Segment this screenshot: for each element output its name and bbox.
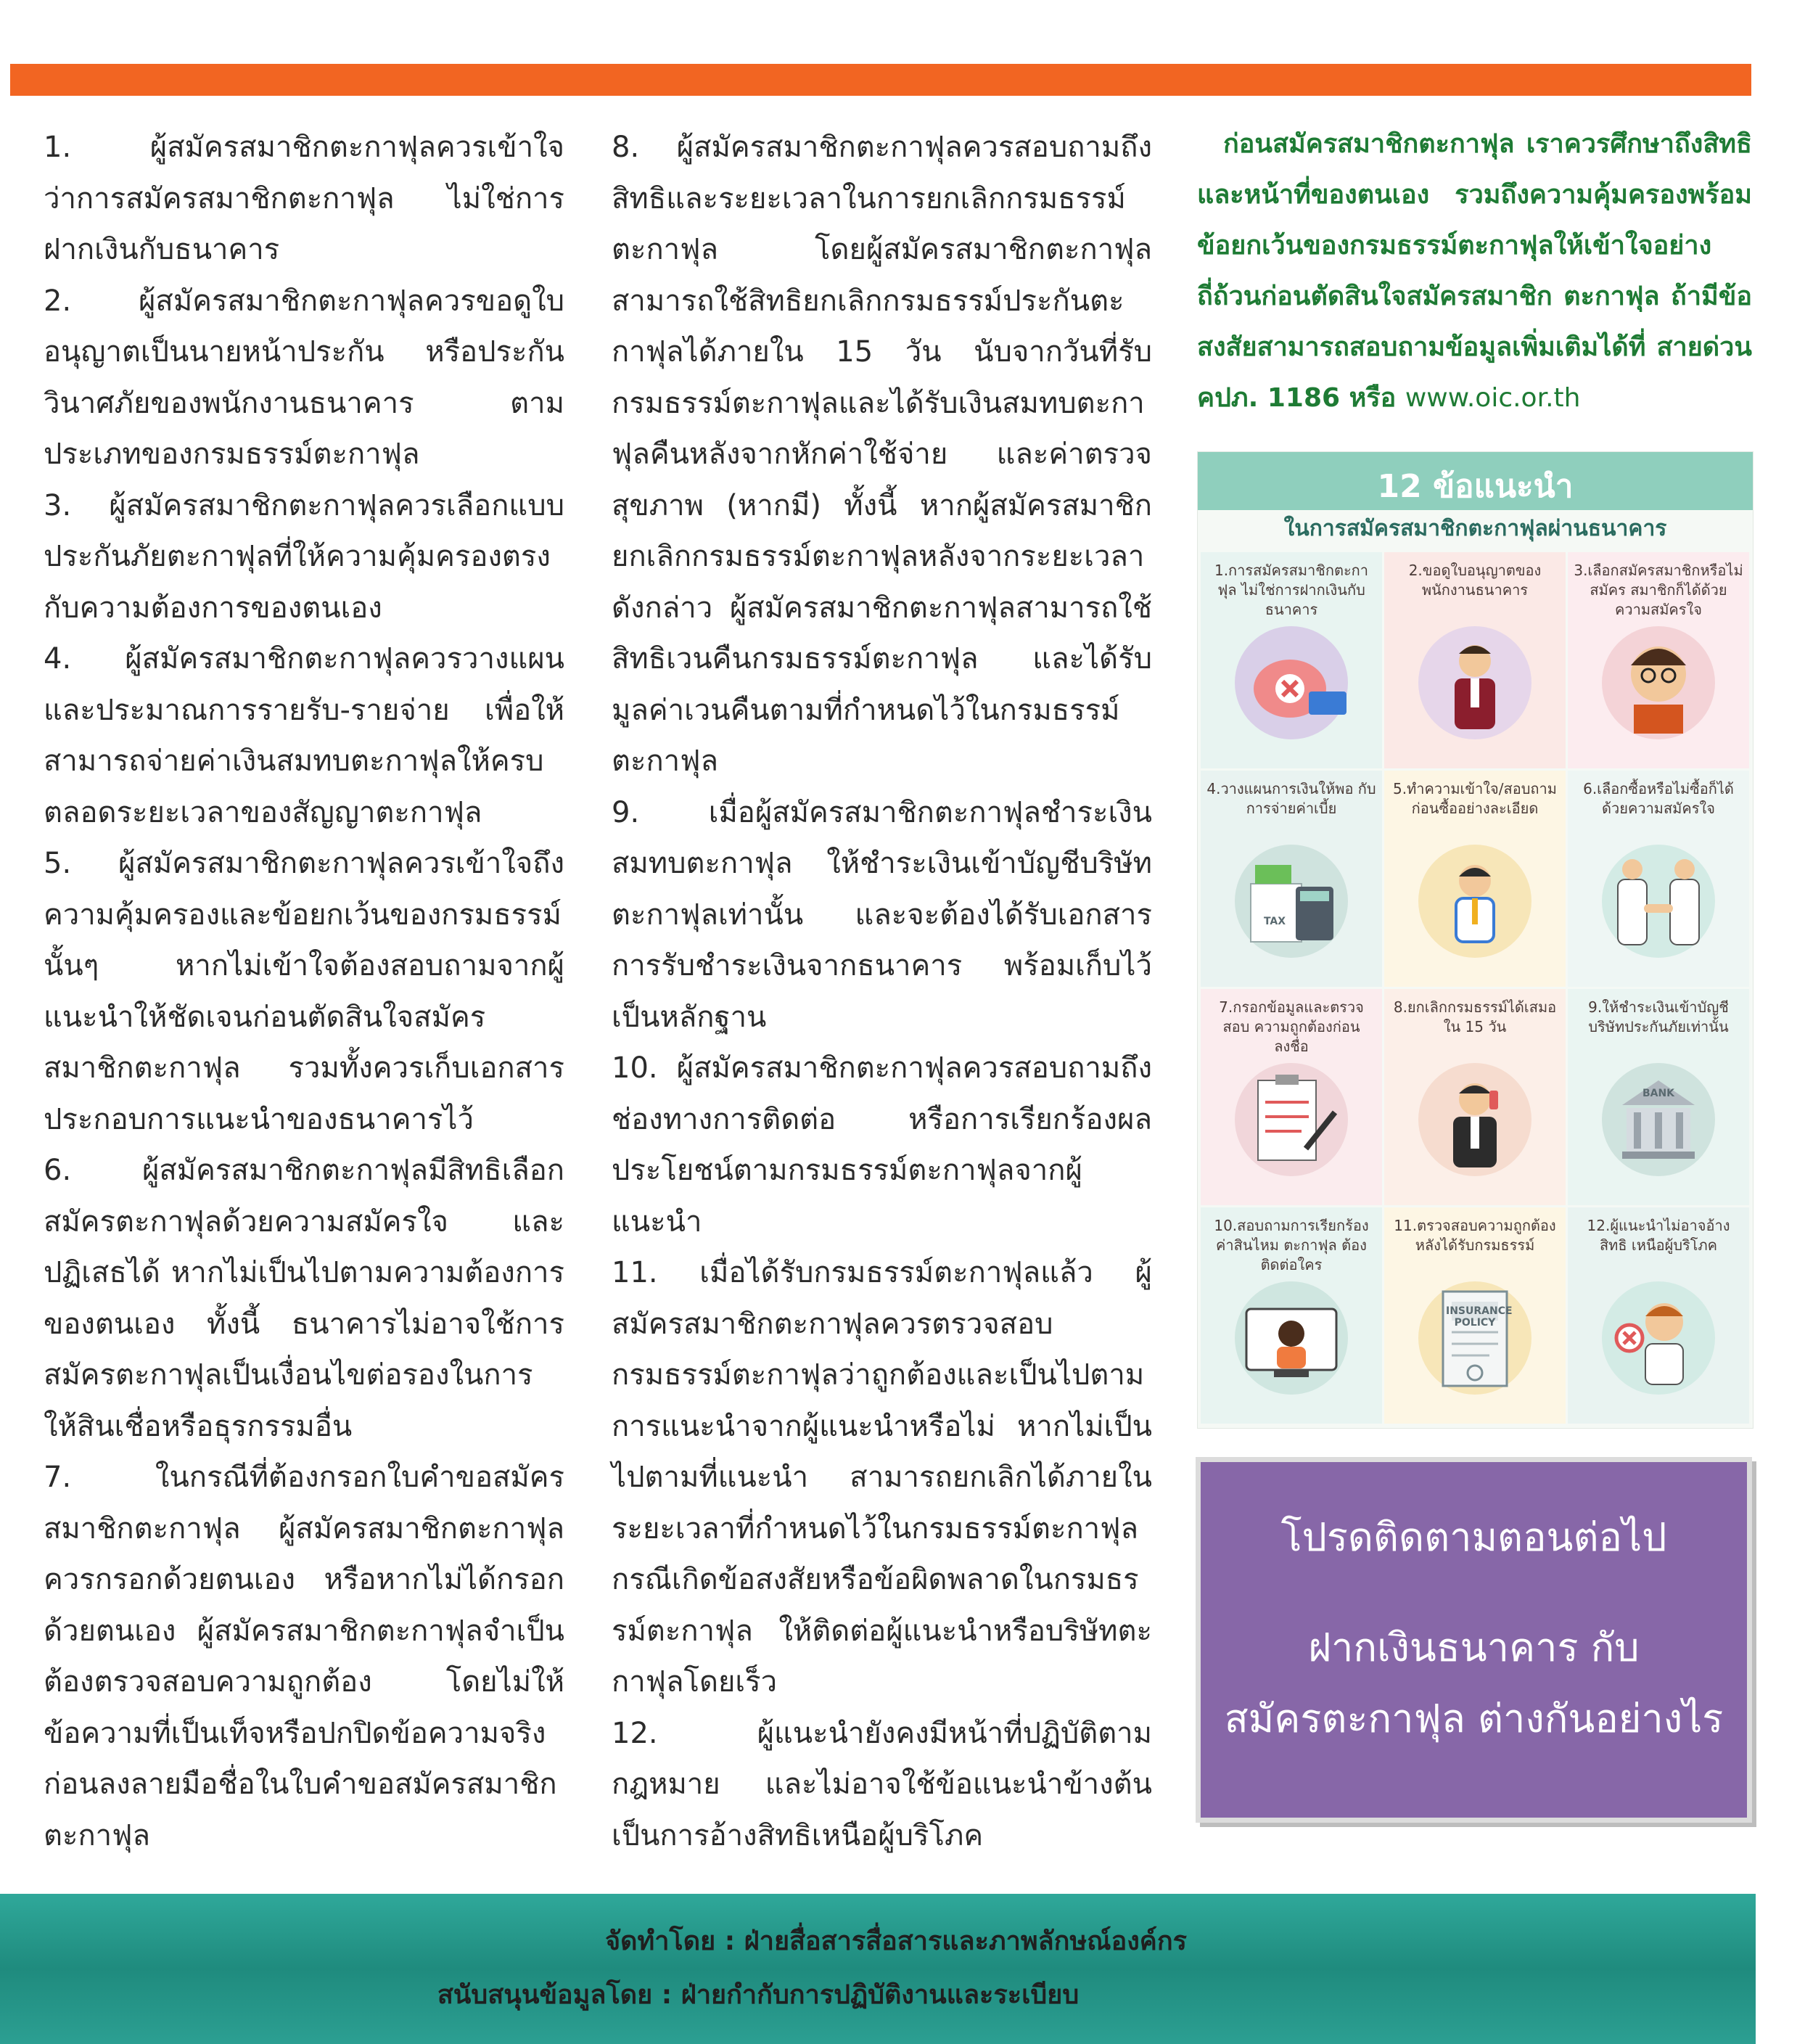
tip-label: 9.ให้ชำระเงินเข้าบัญชี บริษัทประกันภัยเท่านั้น <box>1588 998 1729 1035</box>
tip-label: 4.วางแผนการเงินให้พอ กับการจ่ายค่าเบี้ย <box>1206 780 1376 817</box>
footer-credits <box>0 1894 1756 2044</box>
tip-8 <box>1384 989 1566 1205</box>
tip-2 <box>1384 552 1566 768</box>
next-episode-notice <box>1196 1457 1752 1823</box>
tip-label: 5.ทำความเข้าใจ/สอบถาม ก่อนซื้ออย่างละเอียด <box>1393 780 1557 817</box>
infographic-title: 12 ข้อแนะนำ <box>1377 468 1574 505</box>
recommendation-11: 11. เมื่อได้รับกรมธรรม์ตะกาฟุลแล้ว ผู้สมัครสมาชิกตะกาฟุลควรตรวจสอบกรมธรรม์ตะกาฟุลว่าถูกต้องและเป็นไปตามการแนะนำจากผู้แนะนำหรือไม่ หากไม่เป็นไปตามที่แนะนำ สามารถยกเลิกได้ภายในระยะเวลาที่กำหนดไว้ในกรมธรรม์ตะกาฟุล กรณีเกิดข้อสงสัยหรือข้อผิดพลาดในกรมธรรม์ตะกาฟุล ให้ติดต่อผู้แนะนำหรือบริษัทตะกาฟุลโดยเร็ว <box>612 1256 1152 1699</box>
tip-1 <box>1201 552 1382 768</box>
recommendation-4: 4. ผู้สมัครสมาชิกตะกาฟุลควรวางแผนและประมาณการรายรับ-รายจ่าย เพื่อให้สามารถจ่ายค่าเงินสมทบตะกาฟุลให้ครบตลอดระยะเวลาของสัญญาตะกาฟุล <box>44 642 564 829</box>
tip-label: 1.การสมัครสมาชิกตะกาฟุล ไม่ใช่การฝากเงินกับธนาคาร <box>1214 562 1369 618</box>
notice-line-2: ฝากเงินธนาคาร กับ <box>1308 1625 1640 1670</box>
tip-label: 12.ผู้แนะนำไม่อาจอ้างสิทธิ เหนือผู้บริโภค <box>1587 1217 1730 1254</box>
recommendation-12: 12. ผู้แนะนำยังคงมีหน้าที่ปฏิบัติตามกฎหมาย และไม่อาจใช้ข้อแนะนำข้างต้นเป็นการอ้างสิทธิเหนือผู้บริโภค <box>612 1716 1152 1852</box>
recommendation-3: 3. ผู้สมัครสมาชิกตะกาฟุลควรเลือกแบบประกันภัยตะกาฟุลที่ให้ความคุ้มครองตรงกับความต้องการของตนเอง <box>44 488 564 625</box>
tip-label: 7.กรอกข้อมูลและตรวจสอบ ความถูกต้องก่อนลงชื่อ <box>1219 998 1364 1055</box>
tip-label: 11.ตรวจสอบความถูกต้อง หลังได้รับกรมธรรม์ <box>1394 1217 1556 1254</box>
tip-label: 3.เลือกสมัครสมาชิกหรือไม่สมัคร สมาชิกก็ได้ด้วยความสมัครใจ <box>1574 562 1743 618</box>
notice-line-3: สมัครตะกาฟุล ต่างกันอย่างไร <box>1224 1696 1724 1741</box>
tip-6 <box>1568 771 1749 987</box>
recommendation-8: 8. ผู้สมัครสมาชิกตะกาฟุลควรสอบถามถึงสิทธิและระยะเวลาในการยกเลิกกรมธรรม์ตะกาฟุล โดยผู้สมัครสมาชิกตะกาฟุลสามารถใช้สิทธิยกเลิกกรมธรรม์ประกันตะกาฟุลได้ภายใน 15 วัน นับจากวันที่รับกรมธรรม์ตะกาฟุลและได้รับเงินสมทบตะกาฟุลคืนหลังจากหักค่าใช้จ่าย และค่าตรวจสุขภาพ (หากมี) ทั้งนี้ หากผู้สมัครสมาชิกยกเลิกกรมธรรม์ตะกาฟุลหลังจากระยะเวลาดังกล่าว ผู้สมัครสมาชิกตะกาฟุลสามารถใช้สิทธิเวนคืนกรมธรรม์ตะกาฟุล และได้รับมูลค่าเวนคืนตามที่กำหนดไว้ในกรมธรรม์ตะกาฟุล <box>612 131 1152 778</box>
notice-line-1: โปรดติดตามตอนต่อไป <box>1280 1514 1667 1560</box>
tip-7 <box>1201 989 1382 1205</box>
tip-11 <box>1384 1207 1566 1424</box>
tip-label: 10.สอบถามการเรียกร้องค่าสินไหม ตะกาฟุล ต้องติดต่อใคร <box>1214 1217 1369 1273</box>
tip-4 <box>1201 771 1382 987</box>
footer-produced-by: จัดทำโดย : ฝ่ายสื่อสารสื่อสารและภาพลักษณ์องค์กร <box>604 1926 1187 1956</box>
intro-text: ก่อนสมัครสมาชิกตะกาฟุล เราควรศึกษาถึงสิทธิ และหน้าที่ของตนเอง รวมถึงความคุ้มครองพร้อมข้อยกเว้นของกรมธรรม์ตะกาฟุลให้เข้าใจอย่างถี่ถ้วนก่อนตัดสินใจสมัครสมาชิก ตะกาฟุล ถ้ามีข้อสงสัยสามารถสอบถามข้อมูลเพิ่มเติมได้ที่ สายด่วน คปภ. 1186 หรือ <box>1197 129 1752 413</box>
tip-9 <box>1568 989 1749 1205</box>
tip-label: 8.ยกเลิกกรมธรรม์ได้เสมอ ใน 15 วัน <box>1393 998 1557 1035</box>
recommendation-1: 1. ผู้สมัครสมาชิกตะกาฟุลควรเข้าใจว่าการสมัครสมาชิกตะกาฟุล ไม่ใช่การฝากเงินกับธนาคาร <box>44 131 564 266</box>
recommendation-2: 2. ผู้สมัครสมาชิกตะกาฟุลควรขอดูใบอนุญาตเป็นนายหน้าประกัน หรือประกันวินาศภัยของพนักงานธนาคาร ตามประเภทของกรมธรรม์ตะกาฟุล <box>44 284 564 471</box>
tip-label: 2.ขอดูใบอนุญาตของ พนักงานธนาคาร <box>1408 562 1542 599</box>
tip-3 <box>1568 552 1749 768</box>
intro-paragraph <box>1197 119 1752 424</box>
infographic-subtitle: ในการสมัครสมาชิกตะกาฟุลผ่านธนาคาร <box>1283 516 1667 541</box>
recommendation-6: 6. ผู้สมัครสมาชิกตะกาฟุลมีสิทธิเลือกสมัครตะกาฟุลด้วยความสมัครใจ และปฏิเสธได้ หากไม่เป็นไปตามความต้องการของตนเอง ทั้งนี้ ธนาคารไม่อาจใช้การสมัครตะกาฟุลเป็นเงื่อนไขต่อรองในการให้สินเชื่อหรือธุรกรรมอื่น <box>44 1154 564 1443</box>
recommendation-5: 5. ผู้สมัครสมาชิกตะกาฟุลควรเข้าใจถึงความคุ้มครองและข้อยกเว้นของกรมธรรม์นั้นๆ หากไม่เข้าใจต้องสอบถามจากผู้แนะนำให้ชัดเจนก่อนตัดสินใจสมัครสมาชิกตะกาฟุล รวมทั้งควรเก็บเอกสารประกอบการแนะนำของธนาคารไว้ <box>44 847 564 1136</box>
infographic-12-tips <box>1197 451 1753 1429</box>
recommendations-column-left <box>44 122 564 1861</box>
recommendation-10: 10. ผู้สมัครสมาชิกตะกาฟุลควรสอบถามถึงช่องทางการติดต่อ หรือการเรียกร้องผลประโยชน์ตามกรมธรรม์ตะกาฟุลจากผู้แนะนำ <box>612 1051 1152 1239</box>
recommendation-7: 7. ในกรณีที่ต้องกรอกใบคำขอสมัครสมาชิกตะกาฟุล ผู้สมัครสมาชิกตะกาฟุลควรกรอกด้วยตนเอง หรือหากไม่ได้กรอกด้วยตนเอง ผู้สมัครสมาชิกตะกาฟุลจำเป็นต้องตรวจสอบความถูกต้อง โดยไม่ให้ข้อความที่เป็นเท็จหรือปกปิดข้อความจริง ก่อนลงลายมือชื่อในใบคำขอสมัครสมาชิกตะกาฟุล <box>44 1461 564 1852</box>
tax-calculator-text: TAX <box>1263 916 1286 927</box>
tip-label: 6.เลือกซื้อหรือไม่ซื้อก็ได้ ด้วยความสมัครใจ <box>1583 780 1734 817</box>
top-accent-bar <box>10 64 1751 96</box>
footer-supported-by: สนับสนุนข้อมูลโดย : ฝ่ายกำกับการปฏิบัติงานและระเบียบ <box>437 1980 1080 2010</box>
tip-5 <box>1384 771 1566 987</box>
recommendations-column-middle <box>612 122 1152 1861</box>
insurance-policy-text: INSURANCE POLICY <box>1446 1305 1513 1329</box>
website-link[interactable]: www.oic.or.th <box>1405 383 1581 413</box>
bank-building-text: BANK <box>1642 1088 1675 1099</box>
recommendation-9: 9. เมื่อผู้สมัครสมาชิกตะกาฟุลชำระเงินสมทบตะกาฟุล ให้ชำระเงินเข้าบัญชีบริษัทตะกาฟุลเท่านั้น และจะต้องได้รับเอกสารการรับชำระเงินจากธนาคาร พร้อมเก็บไว้เป็นหลักฐาน <box>612 795 1152 1034</box>
tip-10 <box>1201 1207 1382 1424</box>
tip-12 <box>1568 1207 1749 1424</box>
